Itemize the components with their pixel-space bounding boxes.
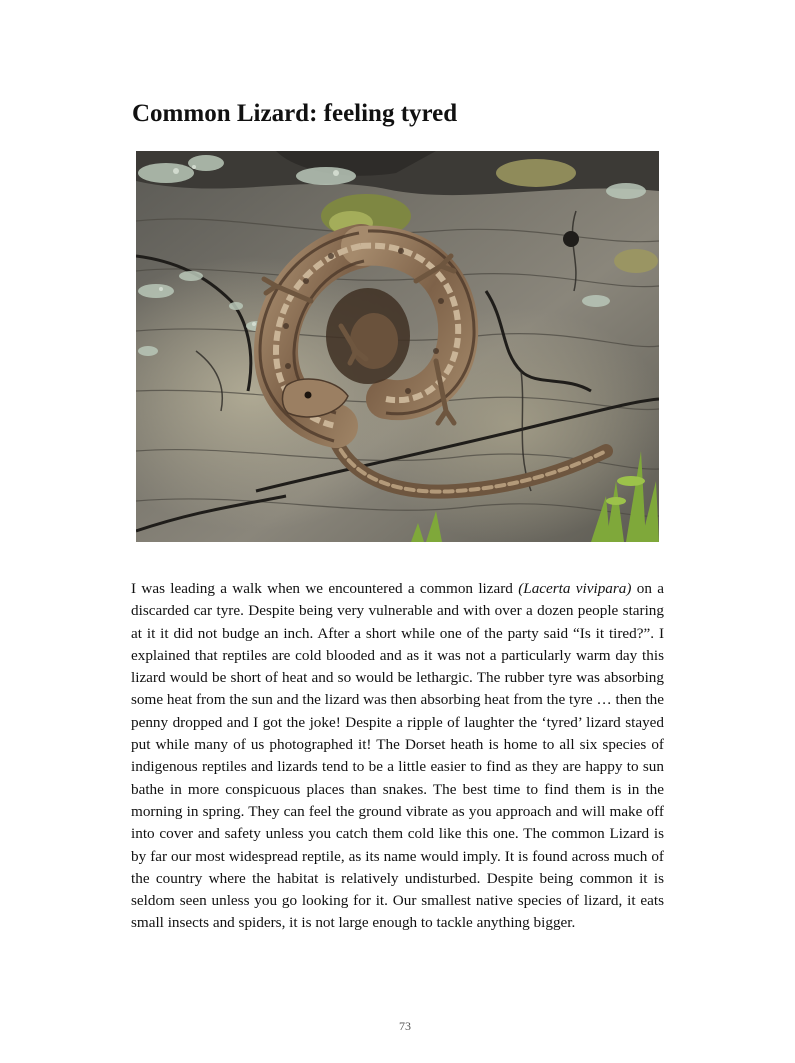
species-name: (Lacerta vivipara) [518, 580, 632, 597]
page-number: 73 [399, 1019, 411, 1033]
paragraph-body: on a discarded car tyre. Despite being very vulnerable and with over a dozen people staring at it it did not budge an inch. After a short while one of the party said “Is it tired?”. I explained that reptiles are cold blooded and as it was not a particularly warm day this lizard would be short of heat and so would be lethargic. The rubber tyre was absorbing some heat from the sun and the lizard was then absorbing heat from the tyre … then the penny dropped and I got the joke! Despite a ripple of laughter the ‘tyred’ lizard stayed put while many of us photographed it! The Dorset heath is home to all six species of indigenous reptiles and lizards tend to be a little easier to find as they are happy to sun bathe in more conspicuous places than snakes. The best time to find them is in the morning in spring. They can feel the ground vibrate as you approach and will make off into cover and safety unless you catch them cold like this one. The common Lizard is by far our most widespread reptile, as its name would imply. It is found across much of the country where the habitat is relatively undisturbed. Despite being common it is seldom seen unless you go looking for it. Our smallest native species of lizard, it eats small insects and spiders, it is not large enough to tackle anything bigger. [131, 580, 664, 932]
lizard-photo-illustration [136, 151, 659, 542]
body-paragraph [131, 578, 664, 935]
lizard-photo [136, 151, 659, 542]
page-title: Common Lizard: feeling tyred [132, 100, 458, 127]
paragraph-intro: I was leading a walk when we encountered a common lizard [131, 580, 519, 597]
